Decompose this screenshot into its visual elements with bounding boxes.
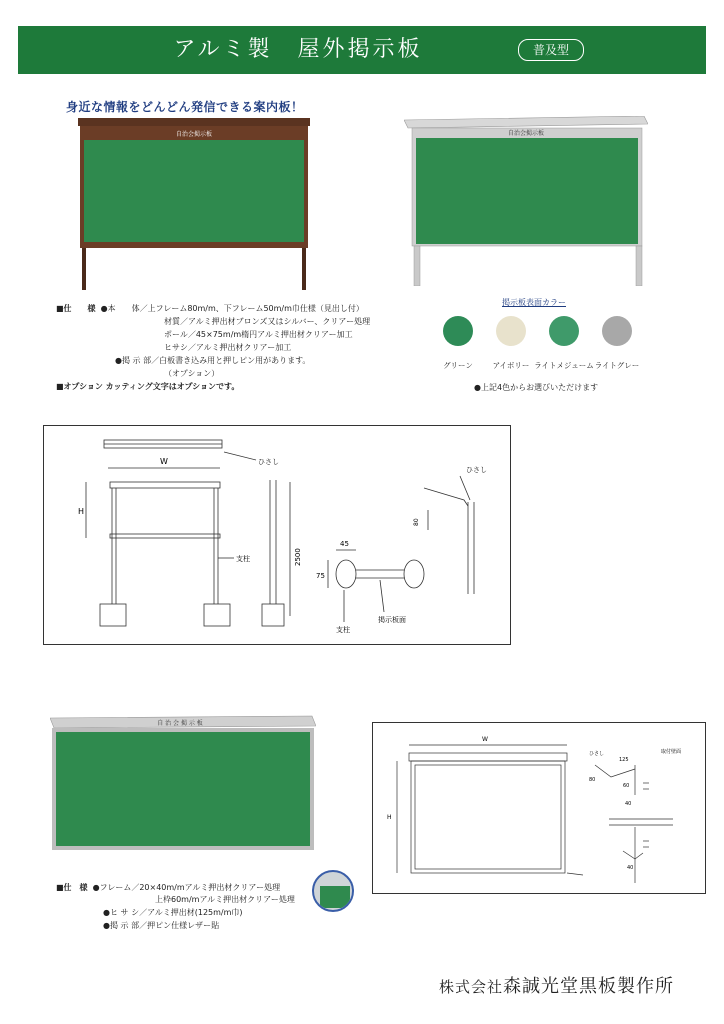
label-mount: 取付壁面 xyxy=(661,749,682,755)
swatch-label: グリーン xyxy=(443,361,473,370)
swatch-light-medium xyxy=(549,316,579,346)
swatch-label: ライトメジューム xyxy=(534,361,594,370)
spec-line: ●掲 示 部／白板書き込み用と押しピン用があります。 xyxy=(115,356,311,365)
product-photo-wall xyxy=(50,714,316,854)
swatch-ivory xyxy=(496,316,526,346)
technical-drawing-top xyxy=(43,425,511,645)
detail-inset xyxy=(312,870,354,912)
spec-line: ポール／45×75m/m楕円アルミ押出材クリアー加工 xyxy=(164,330,353,339)
dim-45: 45 xyxy=(340,540,349,548)
spec-option: ■オプション カッティング文字はオプションです。 xyxy=(56,382,240,391)
spec-line: 上枠60m/mアルミ押出材クリアー処理 xyxy=(155,895,295,904)
label-hisashi: ひさし xyxy=(589,751,605,757)
tagline: 身近な情報をどんどん発信できる案内板！ xyxy=(66,100,304,114)
spec-line: ●ヒ サ シ／アルミ押出材(125m/m巾) xyxy=(103,908,243,917)
label-shichu: 支柱 xyxy=(236,555,250,563)
color-note: ●上記4色からお選びいただけます xyxy=(474,383,599,392)
label-shichu-2: 支柱 xyxy=(336,626,350,634)
dim-h: H xyxy=(78,507,85,516)
spec-line: ■仕 様 ●フレーム／20×40m/mアルミ押出材クリアー処理 xyxy=(56,883,281,892)
dim-80: 80 xyxy=(589,777,596,783)
technical-drawing-bottom xyxy=(372,722,706,894)
dim-80: 80 xyxy=(413,518,420,526)
header-banner xyxy=(18,26,706,74)
dim-75: 75 xyxy=(316,572,325,580)
color-title: 掲示板表面カラー xyxy=(502,298,566,307)
spec-line: （オプション） xyxy=(164,369,220,378)
swatch-green xyxy=(443,316,473,346)
swatch-label: ライトグレー xyxy=(594,361,640,370)
spec-line: ヒサシ／アルミ押出材クリアー加工 xyxy=(164,343,292,352)
dim-2500: 2500 xyxy=(294,548,302,566)
page-title: アルミ製 屋外掲示板 xyxy=(173,37,423,62)
spec-line: ■仕 様 ●本 体／上フレーム80m/m、下フレーム50m/m巾仕様（見出し付） xyxy=(56,304,364,313)
swatch-label: アイボリー xyxy=(492,361,530,370)
type-badge: 普及型 xyxy=(518,39,584,61)
dim-w: W xyxy=(160,457,168,466)
dim-125: 125 xyxy=(619,757,629,763)
spec-line: ●掲 示 部／押ピン仕様レザー貼 xyxy=(103,921,220,930)
label-hisashi: ひさし xyxy=(258,458,279,466)
dim-w: W xyxy=(482,736,488,743)
product-photo-bronze xyxy=(66,118,320,290)
dim-40: 40 xyxy=(625,801,632,807)
dim-60: 60 xyxy=(623,783,630,789)
photo-sign-text: 自治会掲示板 xyxy=(507,130,545,137)
photo-sign-text: 自治会掲示板 xyxy=(175,131,213,138)
dim-40b: 40 xyxy=(627,865,634,871)
swatch-light-gray xyxy=(602,316,632,346)
label-hisashi-2: ひさし xyxy=(466,466,487,474)
company-name: 株式会社森誠光堂黒板製作所 xyxy=(438,976,674,997)
spec-line: 材質／アルミ押出材ブロンズ又はシルバー、クリアー処理 xyxy=(164,317,371,326)
label-keijiban-men: 掲示板面 xyxy=(378,616,406,624)
dim-h: H xyxy=(387,814,392,821)
photo-sign-text: 自 治 会 掲 示 板 xyxy=(157,720,203,727)
product-photo-silver xyxy=(404,116,648,286)
